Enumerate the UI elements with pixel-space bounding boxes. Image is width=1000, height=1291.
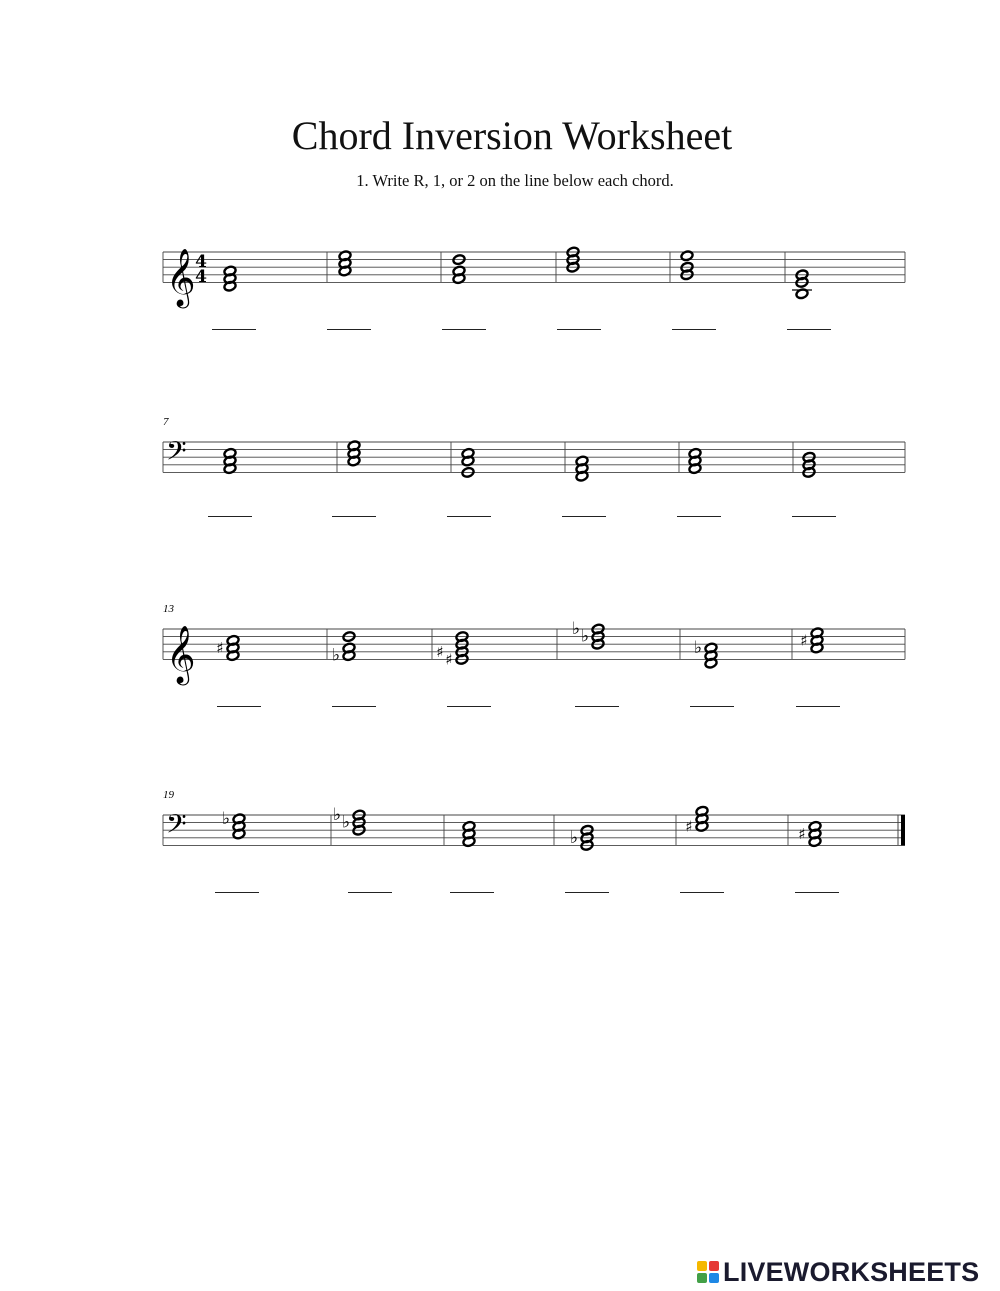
liveworksheets-logo xyxy=(697,1254,979,1290)
chord xyxy=(575,455,588,482)
answer-line-input[interactable] xyxy=(447,691,491,707)
flat-sign: ♭ xyxy=(580,626,590,647)
answer-line-input[interactable] xyxy=(348,877,392,893)
logo-mark-square xyxy=(697,1273,707,1283)
time-signature-bottom: 4 xyxy=(195,267,207,287)
bass-clef-icon: 𝄢 xyxy=(166,435,187,473)
worksheet-instruction: 1. Write R, 1, or 2 on the line below each chord. xyxy=(356,171,674,190)
chord xyxy=(332,631,356,666)
staff-system xyxy=(163,603,905,686)
answer-line-input[interactable] xyxy=(557,314,601,330)
answer-line-input[interactable] xyxy=(442,314,486,330)
answer-line-input[interactable] xyxy=(327,314,371,330)
chord xyxy=(452,254,465,284)
answer-line-input[interactable] xyxy=(792,501,836,517)
flat-sign: ♭ xyxy=(693,638,703,658)
answer-line-input[interactable] xyxy=(680,877,724,893)
measure-number: 13 xyxy=(163,603,174,615)
answer-line-input[interactable] xyxy=(565,877,609,893)
logo-text: LIVEWORKSHEETS xyxy=(723,1256,980,1287)
chord xyxy=(572,619,605,650)
answer-line-input[interactable] xyxy=(672,314,716,330)
sharp-sign: ♯ xyxy=(445,650,453,669)
logo-mark-square xyxy=(709,1273,719,1283)
measure-number: 19 xyxy=(163,789,174,801)
answer-line-input[interactable] xyxy=(447,501,491,517)
chord xyxy=(800,627,823,654)
flat-sign: ♭ xyxy=(332,805,342,825)
chord xyxy=(222,809,246,840)
chord xyxy=(694,638,718,669)
flat-sign: ♭ xyxy=(221,808,231,829)
chord xyxy=(223,448,236,475)
staff-system xyxy=(163,246,905,309)
sharp-sign: ♯ xyxy=(685,817,693,836)
final-barline-thick xyxy=(901,815,905,845)
answer-line-input[interactable] xyxy=(332,501,376,517)
chord xyxy=(688,448,701,475)
chord xyxy=(685,806,708,836)
flat-sign: ♭ xyxy=(569,827,579,848)
answer-line-input[interactable] xyxy=(795,877,839,893)
staff-system xyxy=(163,416,905,482)
logo-mark-square xyxy=(697,1261,707,1271)
staff-system xyxy=(163,789,905,851)
answer-line-input[interactable] xyxy=(215,877,259,893)
chord xyxy=(347,440,360,467)
sharp-sign: ♯ xyxy=(800,631,808,650)
logo-mark-square xyxy=(709,1261,719,1271)
answer-line-input[interactable] xyxy=(690,691,734,707)
answer-line-input[interactable] xyxy=(332,691,376,707)
answer-line-input[interactable] xyxy=(217,691,261,707)
answer-line-input[interactable] xyxy=(208,501,252,517)
bass-clef-icon: 𝄢 xyxy=(166,808,187,846)
logo-mark-icon xyxy=(697,1261,719,1283)
treble-clef-icon: 𝄞 xyxy=(166,625,196,683)
measure-number: 7 xyxy=(163,416,169,428)
flat-sign: ♭ xyxy=(331,645,341,666)
answer-line-input[interactable] xyxy=(575,691,619,707)
chord xyxy=(680,250,693,280)
answer-line-input[interactable] xyxy=(796,691,840,707)
chord xyxy=(338,250,351,277)
worksheet-title: Chord Inversion Worksheet xyxy=(291,113,733,158)
answer-line-input[interactable] xyxy=(787,314,831,330)
sharp-sign: ♯ xyxy=(798,825,806,843)
answer-line-input[interactable] xyxy=(212,314,256,330)
chord xyxy=(792,269,812,299)
flat-sign: ♭ xyxy=(341,812,351,833)
chord xyxy=(798,821,821,848)
chord xyxy=(223,265,236,292)
chord xyxy=(462,821,475,848)
sharp-sign: ♯ xyxy=(216,639,224,657)
flat-sign: ♭ xyxy=(571,619,581,639)
treble-clef-icon: 𝄞 xyxy=(166,248,196,306)
sharp-sign: ♯ xyxy=(436,642,444,661)
answer-line-input[interactable] xyxy=(677,501,721,517)
chord xyxy=(333,805,366,836)
time-signature-top: 4 xyxy=(195,252,207,272)
answer-line-input[interactable] xyxy=(562,501,606,517)
chord xyxy=(216,635,239,662)
answer-line-input[interactable] xyxy=(450,877,494,893)
chord xyxy=(461,448,474,478)
